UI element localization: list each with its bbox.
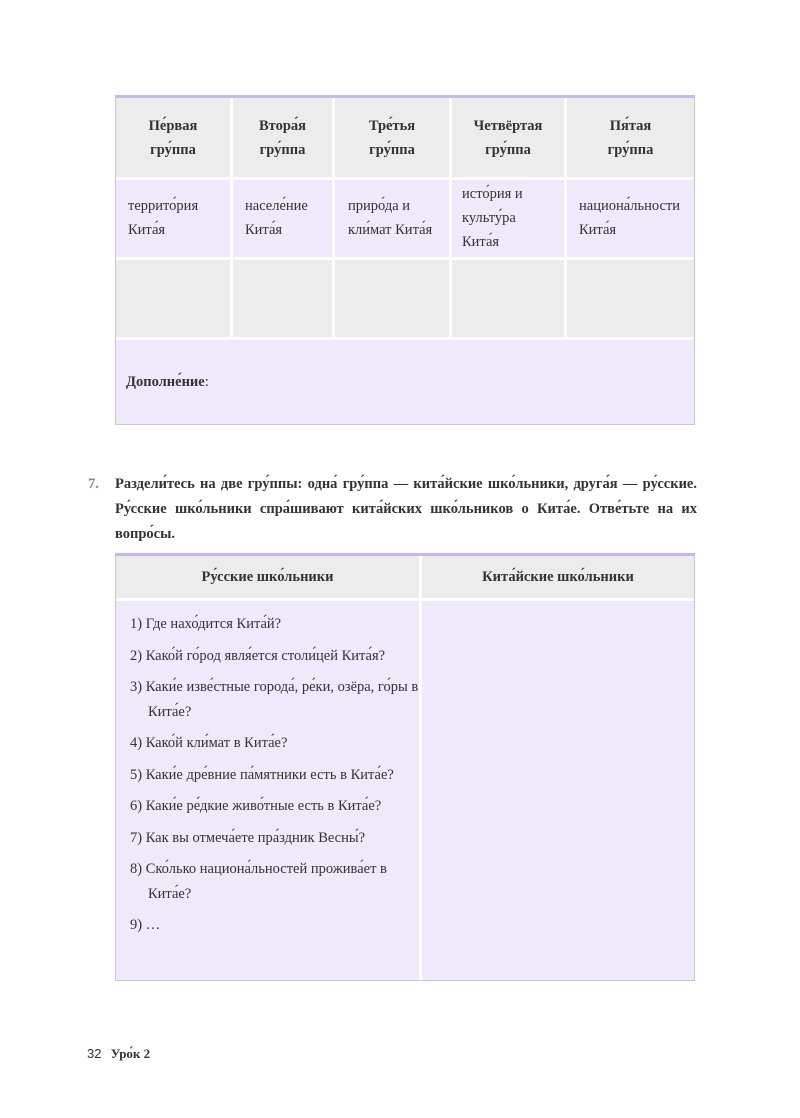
question-list	[130, 612, 420, 945]
topic-group-5: национа́льности Кита́я	[579, 198, 681, 238]
exercise-instructions: Раздели́тесь на две гру́ппы: одна́ гру́ппа — кита́йские шко́льники, друга́я — ру́сские. Ру́сские шко́льники спра́шивают кита́йских шко́льников о Кита́е. Отве́тьте на их вопро́сы.	[115, 476, 697, 542]
list-item: 6) Каки́е ре́дкие живо́тные есть в Кита́е?	[130, 798, 382, 814]
header-group-2: Втора́я гру́ппа	[258, 118, 306, 158]
list-item: 5) Каки́е дре́вние па́мятники есть в Кита́е?	[130, 766, 394, 783]
supplement-label: Дополне́ние:	[126, 374, 209, 390]
header-russian-students: Ру́сские шко́льники	[201, 569, 334, 585]
header-group-3: Тре́тья гру́ппа	[368, 118, 416, 158]
grid-line	[116, 337, 694, 340]
groups-table	[115, 95, 695, 425]
list-item: 9) …	[130, 917, 161, 933]
header-group-4: Четвёртая гру́ппа	[473, 118, 543, 158]
header-group-5: Пя́тая гру́ппа	[607, 118, 654, 158]
exercise-number: 7.	[88, 476, 99, 492]
list-item: 4) Како́й кли́мат в Кита́е?	[130, 735, 288, 751]
list-item: 3) Каки́е изве́стные города́, ре́ки, озёра, го́ры в Кита́е?	[130, 679, 419, 720]
header-chinese-students: Кита́йские шко́льники	[482, 569, 634, 585]
qa-table	[115, 553, 695, 981]
topic-group-1: террито́рия Кита́я	[128, 198, 199, 238]
page-number: 32	[87, 1046, 102, 1061]
topic-group-3: приро́да и кли́мат Кита́я	[348, 198, 433, 238]
list-item: 7) Как вы отмеча́ете пра́здник Весны́?	[130, 829, 366, 846]
lesson-label: Уро́к 2	[110, 1046, 151, 1061]
topic-group-2: населе́ние Кита́я	[245, 198, 308, 238]
header-group-1: Пе́рвая гру́ппа	[148, 118, 198, 158]
list-item: 2) Како́й го́род явля́ется столи́цей Кита́я?	[130, 647, 386, 664]
page-footer	[87, 1046, 150, 1062]
groups-table-empty-row	[116, 258, 694, 338]
list-item: 1) Где нахо́дится Кита́й?	[130, 616, 282, 632]
list-item: 8) Ско́лько национа́льностей прожива́ет в Кита́е?	[130, 861, 387, 902]
topic-group-4: исто́рия и культу́ра Кита́я	[462, 186, 523, 250]
